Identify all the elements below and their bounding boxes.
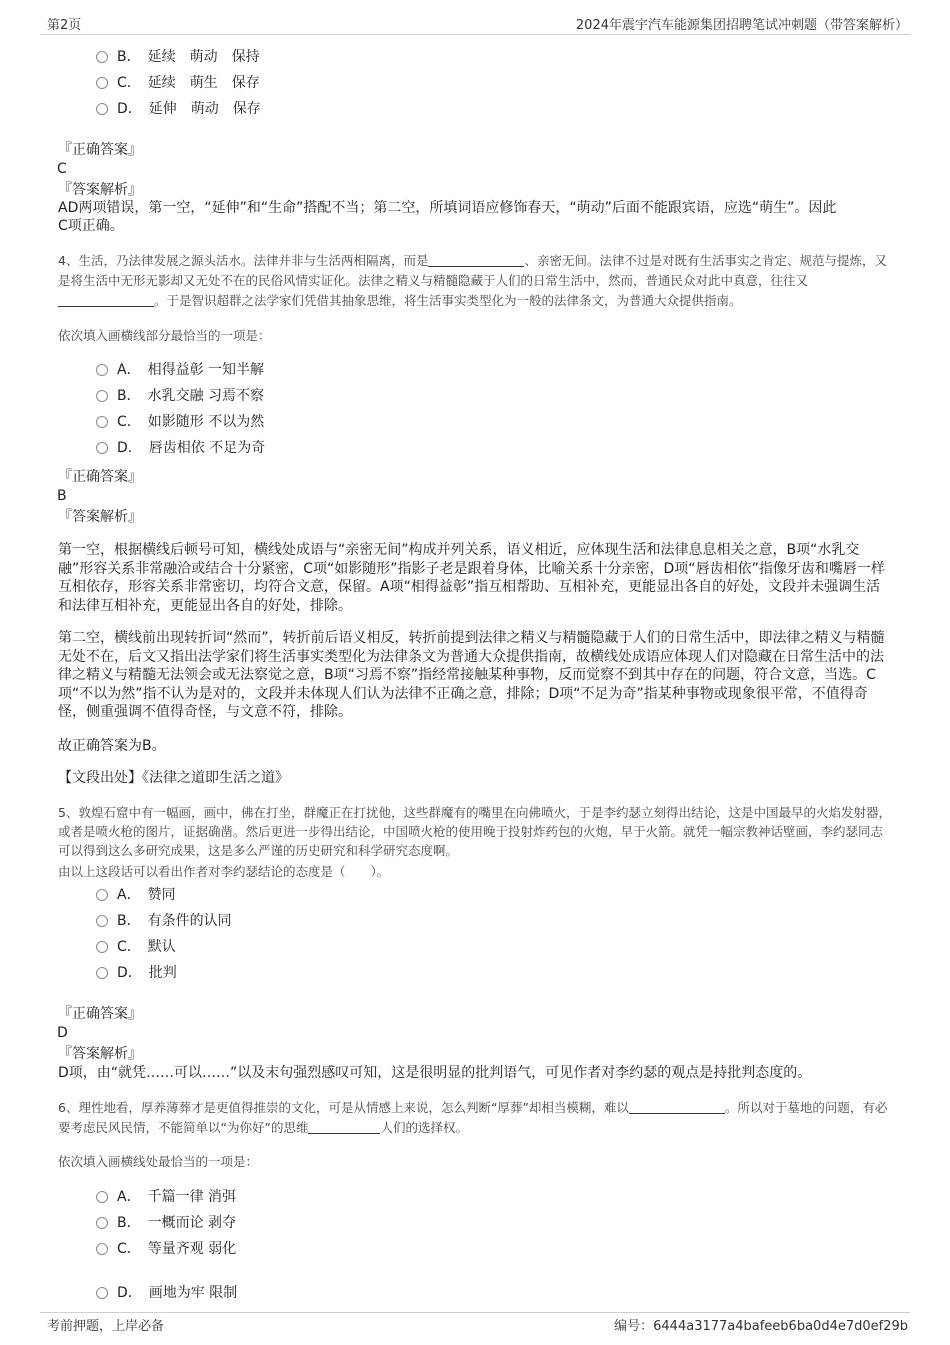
q6-prompt: 依次填入画横线处最恰当的一项是： [58, 1154, 259, 1169]
q4-analysis-para2: 第二空，横线前出现转折词“然而”，转折前后语义相反，转折前提到法律之精义与精髓隐藏于人们的日常生活中，即法律之精义与精髓无处不在，后文又指出法学家们将生活事实类型化为法律条文为普通大众提供指南，故横线处成语应体现人们对隐藏在日常生活中的法律之精义与精髓无法领会或无法察觉之意，B项“习焉不察”指经常接触某种事物，反而觉察不到其中存在的问题，符合文意，当选。C项“不以为然”指不认为是对的，文段并未体现人们认为法律不正确之意，排除；D项“不足为奇”指某种事物或现象很平常，不值得奇怪，侧重强调不值得奇怪，与文意不符，排除。 [58, 630, 885, 720]
q4-answer-label: 『正确答案』 [58, 469, 142, 485]
q4-answer: B [57, 488, 67, 504]
radio-icon[interactable] [96, 416, 108, 428]
q5-answer-label: 『正确答案』 [58, 1006, 142, 1022]
radio-icon[interactable] [96, 1217, 108, 1229]
page-number: 第2页 [47, 18, 82, 33]
q3-analysis-line1: AD两项错误，第一空，“延伸”和“生命”搭配不当；第二空，所填词语应修饰春天，“萌动”后面不能跟宾语，应选“萌生”。因此 [58, 200, 837, 216]
q5-analysis-label: 『答案解析』 [58, 1046, 142, 1062]
q6-option-b[interactable]: B． 一概而论 剥夺 [96, 1214, 236, 1232]
q6-option-d[interactable]: D． 画地为牢 限制 [96, 1284, 237, 1302]
q4-source: 【文段出处】《法律之道即生活之道》 [58, 770, 289, 786]
radio-icon[interactable] [96, 1243, 108, 1255]
q3-option-c[interactable]: C． 延续 萌生 保存 [96, 74, 260, 92]
q4-option-a[interactable]: A． 相得益彰 一知半解 [96, 361, 264, 379]
blank-1 [629, 1100, 725, 1114]
document-code: 编号：6444a3177a4bafeeb6ba0d4e7d0ef29b [614, 1319, 908, 1334]
blank-2 [308, 1120, 380, 1134]
q5-stem: 5、敦煌石窟中有一幅画，画中，佛在打坐，群魔正在打扰他，这些群魔有的嘴里在向佛喷火，于是李约瑟立刻得出结论，这是中国最早的火焰发射器，或者是喷火枪的图片，证据确凿。然后更进一步得出结论，中国喷火枪的使用晚于投射炸药包的火炮，早于火箭。就凭一幅宗教神话壁画，李约瑟同志可以得到这么多研究成果，这是多么严谨的历史研究和科学研究态度啊。 [58, 805, 891, 858]
document-title: 2024年震宇汽车能源集团招聘笔试冲刺题（带答案解析） [575, 18, 908, 33]
footer-slogan: 考前押题，上岸必备 [47, 1319, 165, 1334]
q3-option-d[interactable]: D． 延伸 萌动 保存 [96, 100, 261, 118]
q3-analysis-line2: C项正确。 [58, 218, 124, 234]
radio-icon[interactable] [96, 103, 108, 115]
blank-1 [428, 253, 524, 267]
radio-icon[interactable] [96, 915, 108, 927]
q5-option-b[interactable]: B． 有条件的认同 [96, 912, 232, 930]
page-footer [40, 1312, 910, 1333]
q4-analysis-conclusion: 故正确答案为B。 [58, 738, 166, 754]
q5-prompt: 由以上这段话可以看出作者对李约瑟结论的态度是（ ）。 [58, 864, 390, 879]
q3-option-b[interactable]: B． 延续 萌动 保持 [96, 48, 260, 66]
radio-icon[interactable] [96, 364, 108, 376]
q4-option-d[interactable]: D． 唇齿相依 不足为奇 [96, 439, 265, 457]
q4-option-c[interactable]: C． 如影随形 不以为然 [96, 413, 264, 431]
q4-stem: 4、生活，乃法律发展之源头活水。法律并非与生活两相隔离，而是 、亲密无间。法律不过是对既有生活事实之肯定、规范与提炼，又是将生活中无形无影却又无处不在的民俗风情实证化。法律之精义与精髓隐藏于人们的日常生活中，然而，普通民众对此中真意，往往又。于是智识超群之法学家们凭借其抽象思维，将生活事实类型化为一般的法律条文，为普通大众提供指南。 [58, 253, 887, 308]
page-header [40, 14, 910, 35]
radio-icon[interactable] [96, 51, 108, 63]
q5-option-a[interactable]: A． 赞同 [96, 886, 176, 904]
q3-analysis-label: 『答案解析』 [58, 182, 142, 198]
radio-icon[interactable] [96, 967, 108, 979]
radio-icon[interactable] [96, 1287, 108, 1299]
radio-icon[interactable] [96, 442, 108, 454]
radio-icon[interactable] [96, 941, 108, 953]
q4-option-b[interactable]: B． 水乳交融 习焉不察 [96, 387, 264, 405]
q4-analysis-label: 『答案解析』 [58, 509, 142, 525]
q5-option-c[interactable]: C． 默认 [96, 938, 176, 956]
radio-icon[interactable] [96, 390, 108, 402]
q4-analysis-para1: 第一空，根据横线后顿号可知，横线处成语与“亲密无间”构成并列关系，语义相近，应体现生活和法律息息相关之意，B项“水乳交融”形容关系非常融洽或结合十分紧密，C项“如影随形”指影子老是跟着身体，比喻关系十分亲密，D项“唇齿相依”指像牙齿和嘴唇一样互相依存，形容关系非常密切，均符合文意，保留。A项“相得益彰”指互相帮助、互相补充，更能显出各自的好处，文段并未强调生活和法律互相补充，更能显出各自的好处，排除。 [58, 542, 885, 614]
q4-prompt: 依次填入画横线部分最恰当的一项是： [58, 328, 271, 343]
q6-stem: 6、理性地看，厚养薄葬才是更值得推崇的文化，可是从情感上来说，怎么判断“厚葬”却相当模糊，难以 。所以对于墓地的问题，有必要考虑民风民情，不能简单以“为你好”的思维 人们的选择权。 [58, 1100, 888, 1135]
q5-analysis: D项，由“就凭……可以……”以及末句强烈感叹可知，这是很明显的批判语气，可见作者对李约瑟的观点是持批判态度的。 [58, 1065, 812, 1081]
q3-answer-label: 『正确答案』 [58, 142, 142, 158]
q5-answer: D [57, 1025, 68, 1041]
q6-option-a[interactable]: A． 千篇一律 消弭 [96, 1188, 236, 1206]
blank-2 [58, 293, 154, 307]
q3-answer: C [57, 161, 67, 177]
radio-icon[interactable] [96, 77, 108, 89]
q5-option-d[interactable]: D． 批判 [96, 964, 177, 982]
radio-icon[interactable] [96, 1191, 108, 1203]
q6-option-c[interactable]: C． 等量齐观 弱化 [96, 1240, 236, 1258]
radio-icon[interactable] [96, 889, 108, 901]
